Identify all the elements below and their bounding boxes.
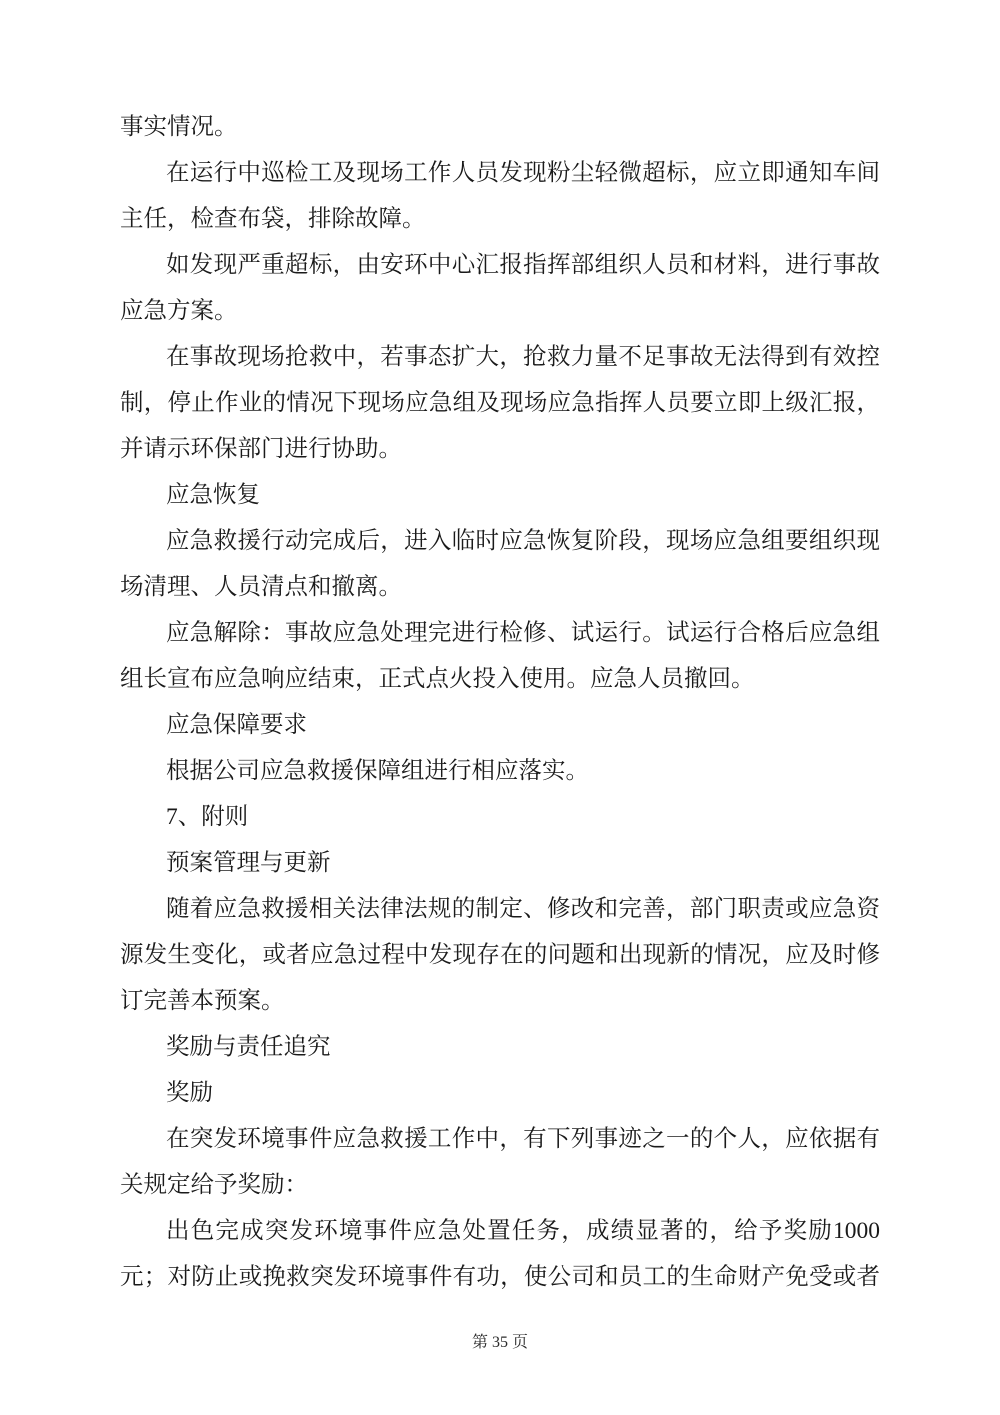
document-body	[120, 104, 880, 1300]
text-line: 制，停止作业的情况下现场应急组及现场应急指挥人员要立即上级汇报，	[120, 390, 880, 416]
text-line: 7、附则	[166, 804, 249, 830]
text-line: 随着应急救援相关法律法规的制定、修改和完善，部门职责或应急资	[166, 896, 880, 922]
text-line: 元；对防止或挽救突发环境事件有功，使公司和员工的生命财产免受或者	[120, 1264, 880, 1290]
text-line: 根据公司应急救援保障组进行相应落实。	[166, 758, 589, 784]
page-number: 第 35 页	[471, 1334, 528, 1351]
text-line: 事实情况。	[120, 114, 238, 140]
text-line: 主任，检查布袋，排除故障。	[120, 206, 426, 232]
text-line: 在突发环境事件应急救援工作中，有下列事迹之一的个人，应依据有	[166, 1126, 880, 1152]
text-line: 应急保障要求	[166, 712, 307, 738]
text-line: 场清理、人员清点和撤离。	[120, 574, 402, 600]
text-line: 组长宣布应急响应结束，正式点火投入使用。应急人员撤回。	[120, 666, 755, 692]
text-line: 预案管理与更新	[166, 850, 331, 876]
text-line: 应急方案。	[120, 298, 238, 324]
text-line: 应急解除：事故应急处理完进行检修、试运行。试运行合格后应急组	[166, 620, 880, 646]
text-line: 源发生变化，或者应急过程中发现存在的问题和出现新的情况，应及时修	[120, 942, 880, 968]
text-line: 在事故现场抢救中，若事态扩大，抢救力量不足事故无法得到有效控	[166, 344, 880, 370]
text-line: 应急救援行动完成后，进入临时应急恢复阶段，现场应急组要组织现	[166, 528, 880, 554]
text-line: 奖励	[166, 1080, 213, 1106]
text-line: 在运行中巡检工及现场工作人员发现粉尘轻微超标，应立即通知车间	[166, 160, 880, 186]
text-line: 如发现严重超标，由安环中心汇报指挥部组织人员和材料，进行事故	[166, 252, 880, 278]
text-line: 奖励与责任追究	[166, 1034, 331, 1060]
text-line: 并请示环保部门进行协助。	[120, 436, 402, 462]
text-line: 订完善本预案。	[120, 988, 285, 1014]
text-line: 应急恢复	[166, 482, 260, 508]
text-line: 关规定给予奖励：	[120, 1172, 308, 1198]
text-line: 出色完成突发环境事件应急处置任务，成绩显著的，给予奖励1000	[166, 1218, 880, 1244]
